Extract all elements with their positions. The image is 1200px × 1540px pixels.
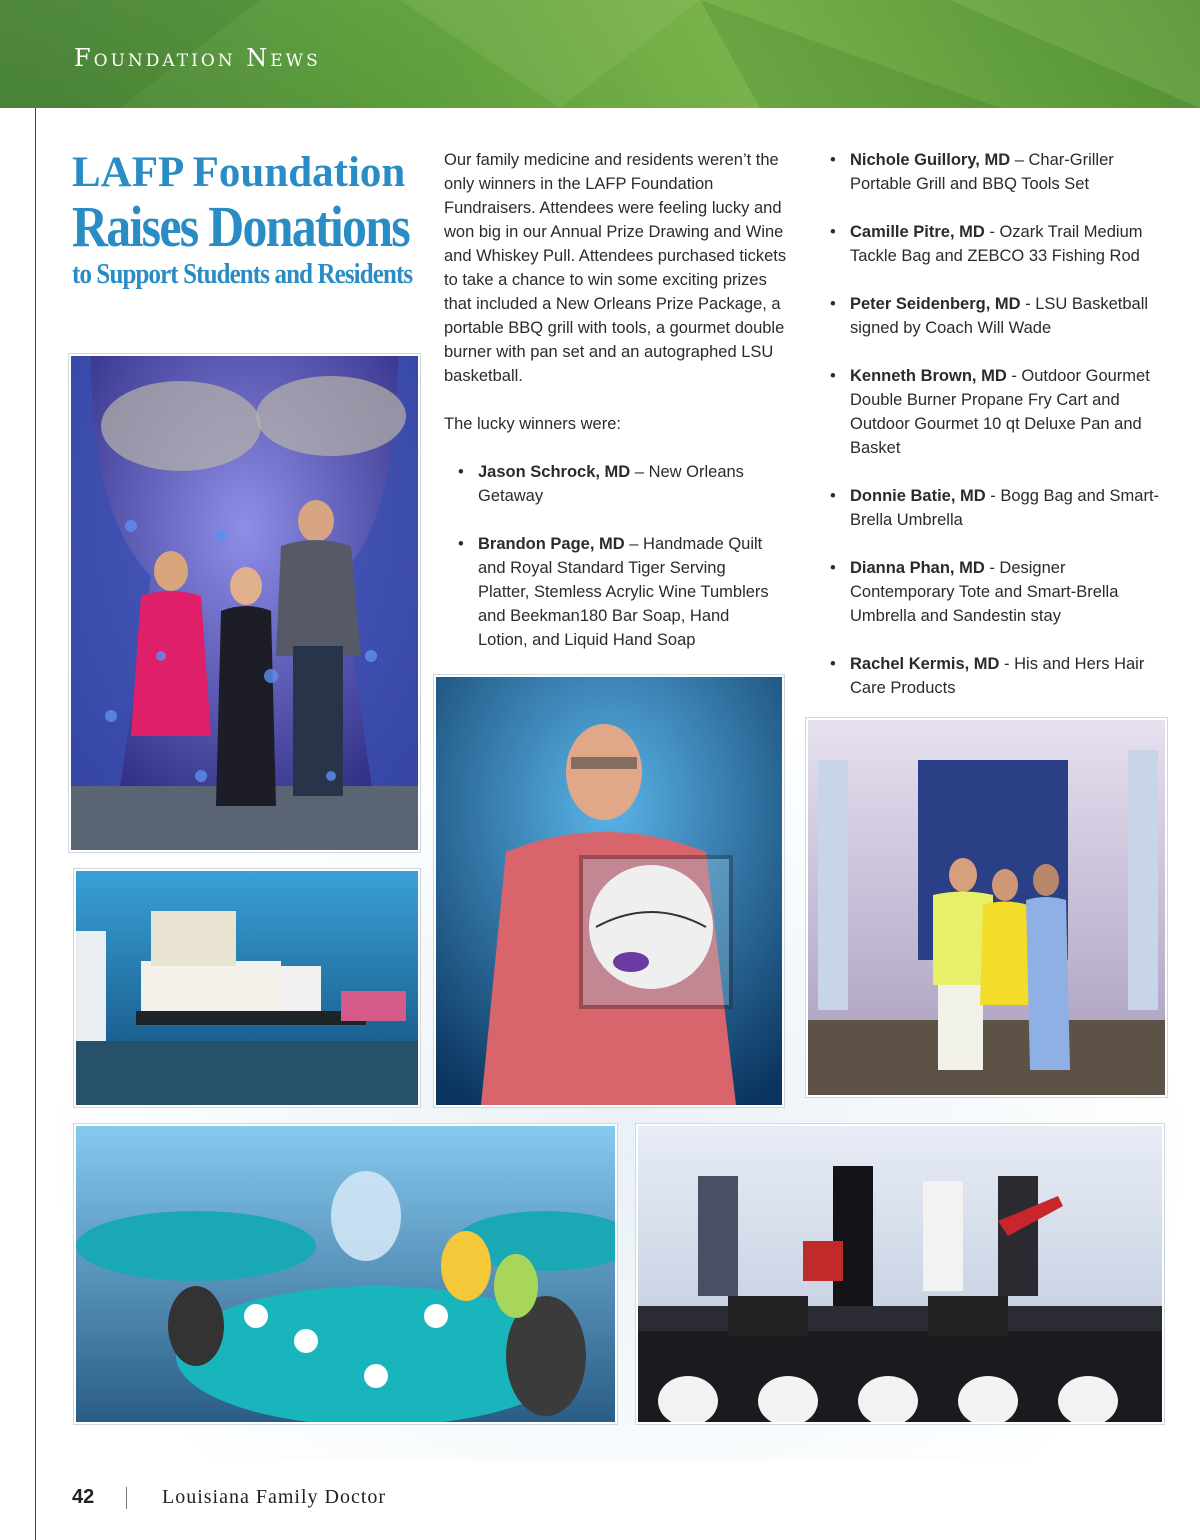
winner-name: Nichole Guillory, MD xyxy=(850,151,1011,169)
headline-line-2: Raises Donations xyxy=(72,194,409,259)
winner-item: • Nichole Guillory, MD – Char-Griller Portable Grill and BBQ Tools Set xyxy=(830,151,1114,193)
headline-line-1: LAFP Foundation xyxy=(72,149,406,196)
winner-item: • Jason Schrock, MD – New Orleans Getaway xyxy=(458,463,744,505)
winner-name: Kenneth Brown, MD xyxy=(850,367,1007,385)
winner-item: • Dianna Phan, MD - Designer Contemporary Tote and Smart-Brella Umbrella and Sandestin stay xyxy=(830,559,1119,625)
left-margin-rule xyxy=(35,108,36,1540)
photo-ballroom-entrance xyxy=(806,718,1167,1097)
photo-banquet-guests xyxy=(74,1124,617,1424)
winner-name: Donnie Batie, MD xyxy=(850,487,986,505)
winner-prize: – Char-Griller Portable Grill and BBQ Tools Set xyxy=(850,151,1114,193)
publication-title: Louisiana Family Doctor xyxy=(162,1486,387,1508)
winner-prize: - His and Hers Hair Care Products xyxy=(850,655,1145,697)
winner-name: Brandon Page, MD xyxy=(478,535,625,553)
winner-item: • Donnie Batie, MD - Bogg Bag and Smart-Brella Umbrella xyxy=(830,487,1160,529)
winner-prize: - Ozark Trail Medium Tackle Bag and ZEBCO 33 Fishing Rod xyxy=(850,223,1143,265)
page-number: 42 xyxy=(72,1486,95,1508)
winner-name: Rachel Kermis, MD xyxy=(850,655,1000,673)
winner-name: Jason Schrock, MD xyxy=(478,463,631,481)
header-banner xyxy=(0,0,1200,108)
intro-paragraph: Our family medicine and residents weren’t the only winners in the LAFP Foundation Fundraisers. Attendees were feeling lucky and won big in our Annual Prize Drawing and Wine and Whiskey Pull. Attendees purchased tickets to take a chance to win some exciting prizes that included a New Orleans Prize Package, a portable BBQ grill with tools, a gourmet double burner with pan set and an autographed LSU basketball. xyxy=(444,151,787,385)
winner-prize: - Designer Contemporary Tote and Smart-Brella Umbrella and Sandestin stay xyxy=(850,559,1119,625)
footer-separator xyxy=(126,1487,127,1509)
article-headline xyxy=(72,150,422,290)
winner-item: • Brandon Page, MD – Handmade Quilt and Royal Standard Tiger Serving Platter, Stemless Acrylic Wine Tumblers and Beekman180 Bar Soap, Hand Lotion, and Liquid Hand Soap xyxy=(458,535,769,649)
winner-name: Peter Seidenberg, MD xyxy=(850,295,1021,313)
winner-item: • Camille Pitre, MD - Ozark Trail Medium Tackle Bag and ZEBCO 33 Fishing Rod xyxy=(830,223,1143,265)
winner-name: Dianna Phan, MD xyxy=(850,559,985,577)
winner-prize: - LSU Basketball signed by Coach Will Wade xyxy=(850,295,1149,337)
winner-item: • Peter Seidenberg, MD - LSU Basketball signed by Coach Will Wade xyxy=(830,295,1149,337)
photo-prize-table xyxy=(74,869,420,1107)
winner-item: • Kenneth Brown, MD - Outdoor Gourmet Double Burner Propane Fry Cart and Outdoor Gourmet 10 qt Deluxe Pan and Basket xyxy=(830,367,1150,457)
article-column-right xyxy=(830,148,1165,700)
section-label: Foundation News xyxy=(74,44,321,72)
winner-prize: – Handmade Quilt and Royal Standard Tiger Serving Platter, Stemless Acrylic Wine Tumblers and Beekman180 Bar Soap, Hand Lotion, and Liquid Hand Soap xyxy=(478,535,769,649)
winners-list-1 xyxy=(458,460,778,652)
photo-signed-basketball xyxy=(434,675,784,1107)
article-column-middle xyxy=(444,148,789,652)
winner-item: • Rachel Kermis, MD - His and Hers Hair Care Products xyxy=(830,655,1145,697)
winners-list-2 xyxy=(830,148,1165,700)
winner-prize: - Bogg Bag and Smart-Brella Umbrella xyxy=(850,487,1160,529)
winners-intro: The lucky winners were: xyxy=(444,415,621,433)
photo-attendees-confetti xyxy=(69,354,420,852)
winner-prize: - Outdoor Gourmet Double Burner Propane Fry Cart and Outdoor Gourmet 10 qt Deluxe Pan and Basket xyxy=(850,367,1150,457)
headline-line-3: to Support Students and Residents xyxy=(72,258,413,290)
winner-name: Camille Pitre, MD xyxy=(850,223,985,241)
winner-prize: – New Orleans Getaway xyxy=(478,463,744,505)
photo-band-stage xyxy=(636,1124,1164,1424)
